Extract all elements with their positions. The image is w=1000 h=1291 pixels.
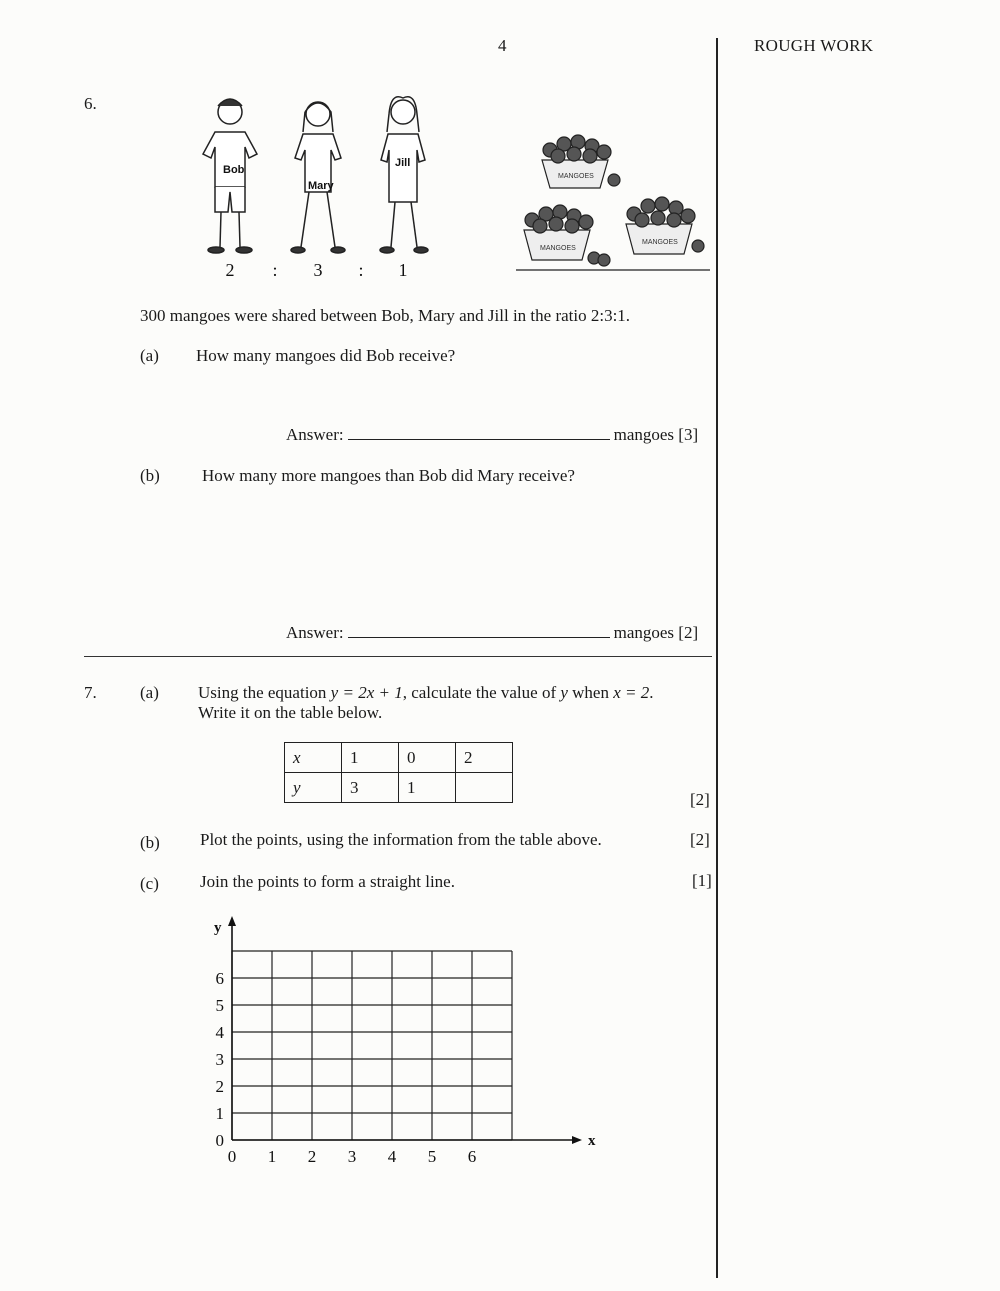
question-separator (84, 656, 712, 657)
rough-work-divider (716, 38, 718, 1278)
table-cell-x3: 2 (456, 743, 513, 773)
table-cell-x1: 1 (342, 743, 399, 773)
q7a-text-pre: Using the equation (198, 683, 331, 702)
jill-shirt-label: Jill (395, 157, 411, 169)
basket-left (524, 205, 610, 266)
q6b-answer-blank[interactable] (348, 623, 610, 638)
table-row-x (285, 743, 513, 773)
mango-baskets-illustration (514, 120, 714, 280)
basket-left-label: MANGOES (540, 245, 576, 252)
q6a-label: (a) (140, 346, 159, 365)
q7c-marks[interactable]: [1] (692, 871, 712, 890)
y-axis-arrow (228, 916, 236, 926)
q6a-text: How many mangoes did Bob receive? (196, 346, 456, 365)
q7a-text-line1 (198, 683, 654, 703)
q6b-answer-line (286, 623, 698, 643)
q6b-label: (b) (140, 466, 160, 485)
table-header-x: x (285, 743, 342, 773)
xy-values-table (284, 742, 513, 803)
x-tick-label-0: 0 (227, 1147, 237, 1166)
table-row-y (285, 773, 513, 803)
y-tick-label-0: 0 (215, 1131, 224, 1150)
x-tick-label-2: 2 (307, 1147, 317, 1166)
q7c-label: (c) (140, 874, 159, 893)
question-7-number: 7. (84, 683, 97, 702)
bob-ratio: 2 (225, 260, 235, 280)
q7a-text-end: . (649, 683, 654, 702)
y-tick-label-3: 3 (215, 1050, 224, 1069)
table-cell-y1: 3 (342, 773, 399, 803)
q7a-condition: x = 2 (613, 683, 650, 702)
basket-top (542, 135, 620, 188)
q7a-text-when: when (567, 683, 614, 702)
mary-ratio: 3 (313, 260, 323, 280)
table-cell-x2: 0 (399, 743, 456, 773)
y-tick-label-6: 6 (215, 969, 224, 988)
q7a-equation: y = 2x + 1 (330, 683, 403, 702)
x-tick-label-3: 3 (347, 1147, 357, 1166)
bob-figure (203, 99, 257, 253)
coordinate-grid[interactable] (200, 912, 600, 1172)
q7b-marks: [2] (690, 830, 710, 849)
y-tick-label-2: 2 (215, 1077, 224, 1096)
q7a-text-line2: Write it on the table below. (198, 703, 383, 722)
q6b-answer-label: Answer: (286, 623, 344, 642)
x-axis-label: x (588, 1133, 596, 1149)
ratio-separator-2: : (358, 260, 364, 280)
q7c-text: Join the points to form a straight line. (200, 872, 455, 891)
x-tick-label-1: 1 (267, 1147, 277, 1166)
mary-figure (291, 102, 345, 253)
x-tick-label-6: 6 (467, 1147, 477, 1166)
basket-top-label: MANGOES (558, 173, 594, 180)
ratio-separator-1: : (272, 260, 278, 280)
jill-figure (380, 97, 428, 253)
q7b-text: Plot the points, using the information from the table above. (200, 830, 602, 849)
y-axis-label: y (214, 920, 222, 936)
jill-ratio: 1 (398, 260, 408, 280)
q6b-unit-marks: mangoes [2] (613, 623, 699, 642)
table-header-y: y (285, 773, 342, 803)
x-tick-label-5: 5 (427, 1147, 437, 1166)
basket-right-label: MANGOES (642, 239, 678, 246)
q7a-text-mid: , calculate the value of (402, 683, 561, 702)
rough-work-heading: ROUGH WORK (754, 36, 874, 55)
question-6-stem: 300 mangoes were shared between Bob, Mary and Jill in the ratio 2:3:1. (140, 306, 631, 325)
question-6-number: 6. (84, 94, 97, 113)
q7a-marks: [2] (690, 790, 710, 809)
children-illustration (195, 92, 445, 282)
q7a-label: (a) (140, 683, 159, 702)
q6a-answer-blank[interactable] (348, 425, 610, 440)
page-number: 4 (498, 36, 507, 55)
q6a-answer-label: Answer: (286, 425, 344, 444)
y-tick-label-1: 1 (215, 1104, 224, 1123)
table-cell-y3-answer[interactable] (456, 773, 513, 803)
table-cell-y2: 1 (399, 773, 456, 803)
q6a-answer-line (286, 425, 698, 445)
q6a-unit-marks: mangoes [3] (613, 425, 699, 444)
x-tick-label-4: 4 (387, 1147, 397, 1166)
q6b-text: How many more mangoes than Bob did Mary receive? (202, 466, 575, 485)
q7a-variable: y (560, 683, 568, 702)
q7b-label: (b) (140, 833, 160, 852)
y-tick-label-5: 5 (215, 996, 224, 1015)
y-tick-label-4: 4 (215, 1023, 224, 1042)
mary-overall-label: Mary (308, 180, 334, 192)
x-axis-arrow (572, 1136, 582, 1144)
bob-shirt-label: Bob (223, 164, 245, 176)
